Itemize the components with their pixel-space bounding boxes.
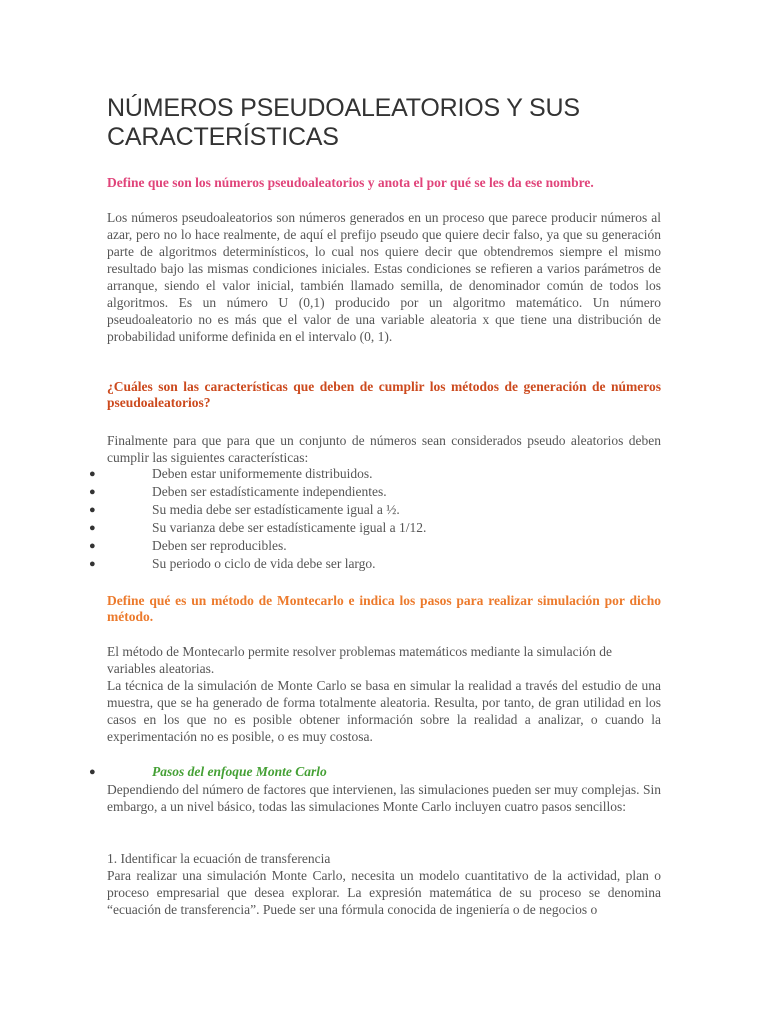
question-montecarlo: Define qué es un método de Montecarlo e indica los pasos para realizar simulación por dicho método. bbox=[107, 593, 661, 624]
bullet-icon: ● bbox=[89, 522, 96, 534]
bullet-icon: ● bbox=[89, 766, 96, 778]
characteristics-intro: Finalmente para que para que un conjunto de números sean considerados pseudo aleatorios deben cumplir las siguientes características: bbox=[107, 433, 661, 465]
question-characteristics: ¿Cuáles son las características que deben de cumplir los métodos de generación de números pseudoaleatorios? bbox=[107, 379, 661, 410]
answer-definition: Los números pseudoaleatorios son números generados en un proceso que parece producir números al azar, pero no lo hace realmente, de aquí el prefijo pseudo que quiere decir falso, ya que su generación parte de algoritmos determinísticos, lo cual nos quiere decir que obtendremos siempre el mismo resultado bajo las mismas condiciones iniciales. Estas condiciones se refieren a varios parámetros de arranque, siendo el valor inicial, también llamado semilla, de denominador común de todos los algoritmos. Es un número U (0,1) producido por un algoritmo matemático. Un número pseudoaleatorio no es más que el valor de una variable aleatoria x que tiene una distribución de probabilidad uniforme definida en el intervalo (0, 1). bbox=[107, 210, 661, 344]
bullet-icon: ● bbox=[89, 486, 96, 498]
list-item: ● Su periodo o ciclo de vida debe ser largo. bbox=[89, 556, 376, 571]
list-item: ● Su media debe ser estadísticamente igual a ½. bbox=[89, 502, 400, 517]
list-item: ● Deben ser estadísticamente independientes. bbox=[89, 484, 387, 499]
bullet-icon: ● bbox=[89, 504, 96, 516]
step1-text: Para realizar una simulación Monte Carlo, necesita un modelo cuantitativo de la actividad, plan o proceso empresarial que desea explorar. La expresión matemática de su proceso se denomina “ecuación de transferencia”. Puede ser una fórmula conocida de ingeniería o de negocios o bbox=[107, 868, 661, 917]
list-item: ● Deben estar uniformemente distribuidos. bbox=[89, 466, 373, 481]
pasos-heading: Pasos del enfoque Monte Carlo bbox=[152, 764, 327, 779]
list-item: ● Deben ser reproducibles. bbox=[89, 538, 287, 553]
page-title: NÚMEROS PSEUDOALEATORIOS Y SUS CARACTERÍSTICAS bbox=[107, 94, 580, 151]
pasos-intro: Dependiendo del número de factores que intervienen, las simulaciones pueden ser muy complejas. Sin embargo, a un nivel básico, todas las simulaciones Monte Carlo incluyen cuatro pasos sencillos: bbox=[107, 782, 661, 814]
bullet-icon: ● bbox=[89, 468, 96, 480]
pasos-heading-item bbox=[89, 763, 661, 781]
bullet-icon: ● bbox=[89, 540, 96, 552]
list-item: ● Su varianza debe ser estadísticamente igual a 1/12. bbox=[89, 520, 427, 535]
characteristics-list bbox=[89, 465, 661, 573]
bullet-icon: ● bbox=[89, 558, 96, 570]
question-definition: Define que son los números pseudoaleatorios y anota el por qué se les da ese nombre. bbox=[107, 175, 594, 190]
step1-title: 1. Identificar la ecuación de transferencia bbox=[107, 851, 331, 866]
montecarlo-definition: El método de Montecarlo permite resolver problemas matemáticos mediante la simulación de variables aleatorias. bbox=[107, 644, 612, 676]
montecarlo-technique: La técnica de la simulación de Monte Carlo se basa en simular la realidad a través del estudio de una muestra, que se ha generado de forma totalmente aleatoria. Resulta, por tanto, de gran utilidad en los casos en los que no es posible obtener información sobre la realidad a analizar, o cuando la experimentación no es posible, o es muy costosa. bbox=[107, 678, 661, 744]
